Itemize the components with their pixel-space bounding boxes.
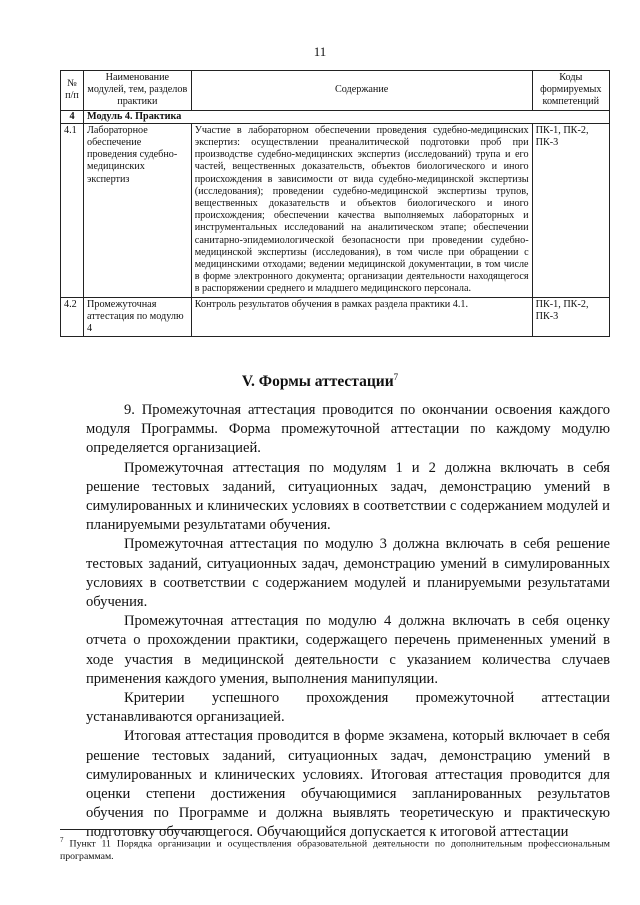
table-header-row xyxy=(61,71,610,111)
footnote-mark: 7 xyxy=(60,836,64,844)
header-codes: Коды формируемых компетенций xyxy=(532,71,609,111)
module-title: Модуль 4. Практика xyxy=(84,110,610,123)
paragraph: Промежуточная аттестация по модулю 4 должна включать в себя оценку отчета о прохождении практики, содержащего перечень примененных умений в ходе участия в медицинской деятельности с указанием количества случаев применения каждого умения, выполнения манипуляции. xyxy=(86,613,610,687)
row-content: Участие в лабораторном обеспечении проведения судебно-медицинских экспертиз: осуществлении преаналитической подготовки проб при производстве судебно-медицинских экспертиз (исследований) трупа и его частей, вещественных доказательств, объектов биологического и иного происхождения в зависимости от вида судебно-медицинской экспертизы (исследования); проведении судебно-медицинской экспертизы трупов, вещественных доказательств и объектов биологического и иного происхождения; обеспечении качества выполняемых лабораторных и инструментальных исследований на аналитическом этапе; обеспечении санитарно-эпидемиологической безопасности при проведении судебно-медицинской экспертизы (исследования), в том числе при обращении с медицинскими отходами; ведении медицинской документации, в том числе в форме электронного документа; организации деятельности находящегося в распоряжении среднего и младшего медицинского персонала. xyxy=(191,123,532,297)
row-num: 4.2 xyxy=(61,297,84,337)
paragraph: Промежуточная аттестация по модулям 1 и 2 должна включать в себя решение тестовых заданий, ситуационных задач, демонстрацию умений в симулированных и клинических условиях в соответствии с содержанием модулей и планируемыми результатами обучения. xyxy=(86,459,610,534)
footnote-ref: 7 xyxy=(393,372,399,382)
module-row xyxy=(61,110,610,123)
row-content: Контроль результатов обучения в рамках раздела практики 4.1. xyxy=(191,297,532,337)
section-title-text: V. Формы аттестации xyxy=(241,373,394,391)
program-modules-table xyxy=(60,70,610,337)
row-num: 4.1 xyxy=(61,123,84,297)
section-title xyxy=(0,372,640,391)
footnote xyxy=(60,834,610,863)
row-name: Лабораторное обеспечение проведения судебно-медицинских экспертиз xyxy=(84,123,192,297)
paragraph: Промежуточная аттестация по модулю 3 должна включать в себя решение тестовых заданий, ситуационных задач, демонстрацию умений в симулированных условиях в соответствии с содержанием модулей и планируемыми результатами обучения. xyxy=(86,536,610,611)
row-name: Промежуточная аттестация по модулю 4 xyxy=(84,297,192,337)
row-codes: ПК-1, ПК-2, ПК-3 xyxy=(532,123,609,297)
table-row xyxy=(61,123,610,297)
table-row xyxy=(61,297,610,337)
page-number: 11 xyxy=(313,44,327,59)
footnote-text: Пункт 11 Порядка организации и осуществления образовательной деятельности по дополнительным профессиональным программам. xyxy=(60,838,610,863)
header-content: Содержание xyxy=(191,71,532,111)
paragraph: Критерии успешного прохождения промежуточной аттестации устанавливаются организацией. xyxy=(86,690,610,726)
paragraph: Итоговая аттестация проводится в форме экзамена, который включает в себя решение тестовых заданий, ситуационных задач, демонстрацию умений в симулированных и клинических условиях. Итоговая аттестация проводится для оценки степени достижения обучающимися запланированных результатов обучения по Программе и должна выявлять теоретическую и практическую подготовку обучающегося. Обучающийся допускается к итоговой аттестации xyxy=(86,728,610,841)
header-num: № п/п xyxy=(61,71,84,111)
body-text xyxy=(86,401,610,843)
paragraph: 9. Промежуточная аттестация проводится по окончании освоения каждого модуля Программы. Форма промежуточной аттестации по каждому модулю определяется организацией. xyxy=(86,402,610,457)
row-codes: ПК-1, ПК-2, ПК-3 xyxy=(532,297,609,337)
header-name: Наименование модулей, тем, разделов практики xyxy=(84,71,192,111)
footnote-separator xyxy=(60,829,212,830)
module-num: 4 xyxy=(61,110,84,123)
